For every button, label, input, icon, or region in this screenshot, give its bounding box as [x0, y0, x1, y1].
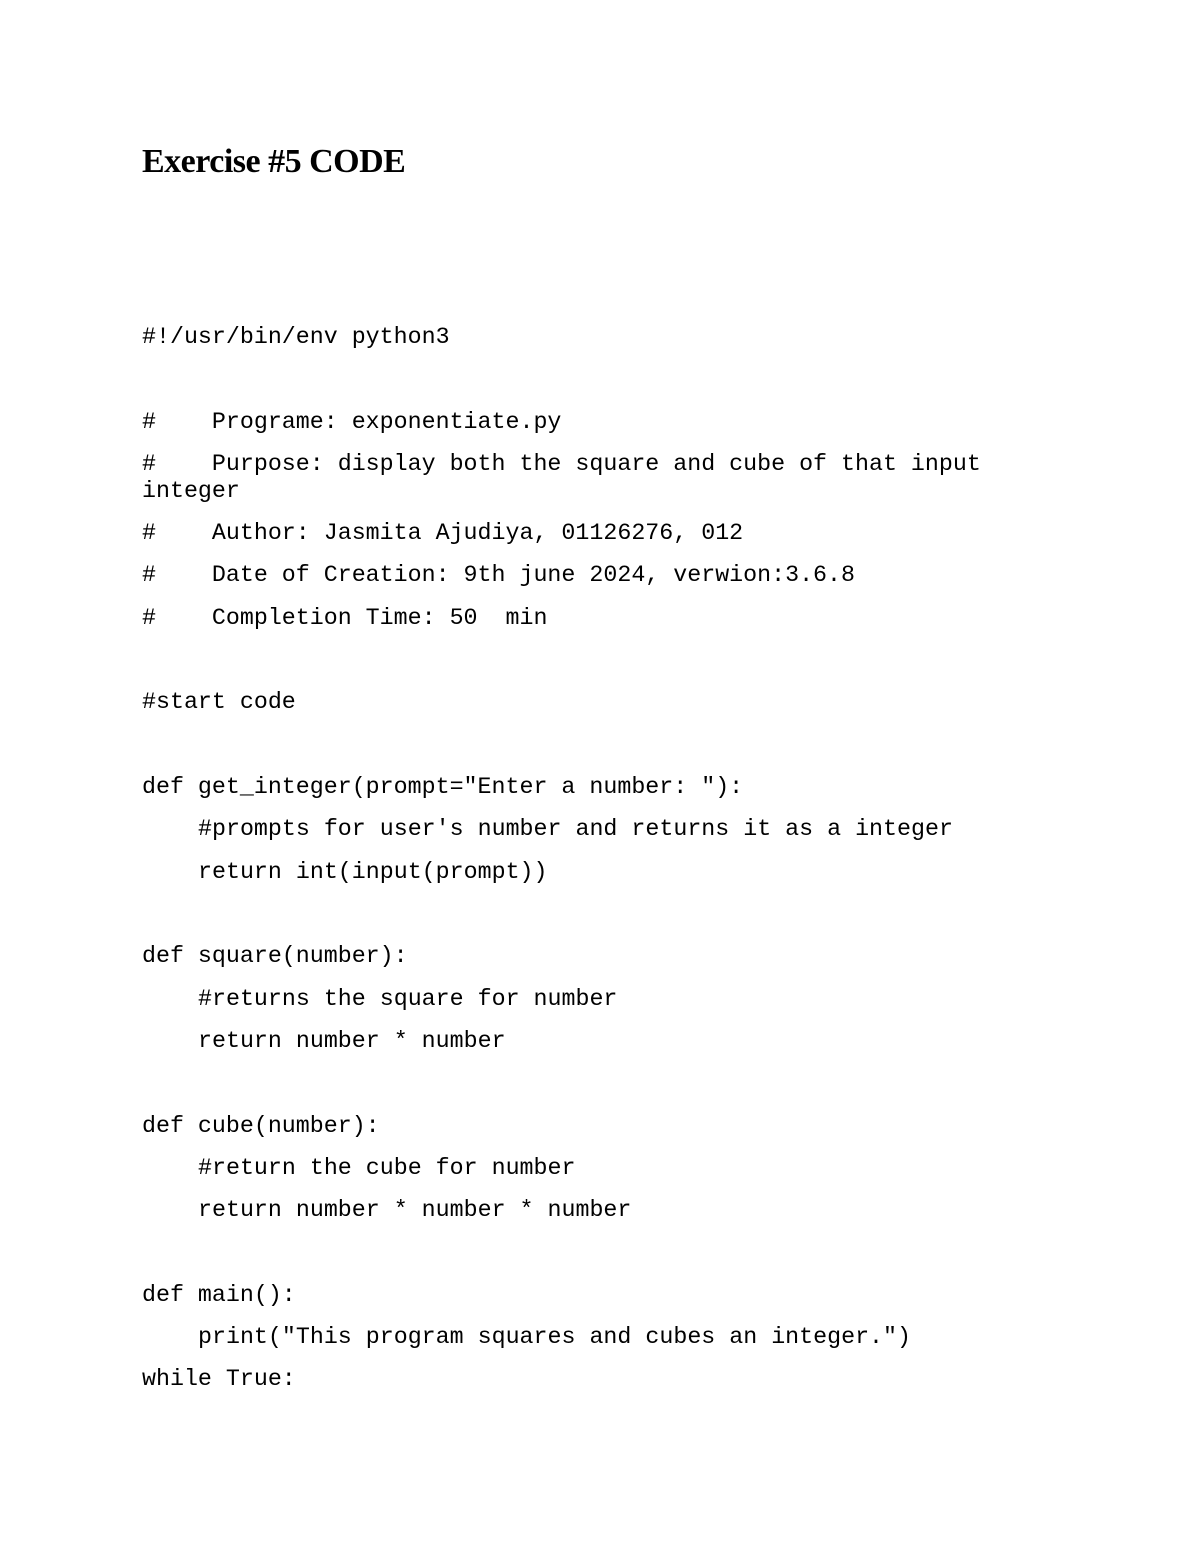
- code-line-square-comment: #returns the square for number: [198, 986, 618, 1012]
- code-line-get-integer-return: return int(input(prompt)): [198, 859, 548, 885]
- page-title: Exercise #5 CODE: [142, 143, 406, 180]
- code-line-square-return: return number * number: [198, 1028, 506, 1054]
- code-line-start-code: #start code: [142, 689, 296, 715]
- code-line-purpose-wrap: integer: [142, 478, 240, 504]
- code-line-author-comment: # Author: Jasmita Ajudiya, 01126276, 012: [142, 520, 744, 546]
- code-line-date-comment: # Date of Creation: 9th june 2024, verwion:3.6.8: [142, 562, 856, 588]
- code-line-main-print: print("This program squares and cubes an integer."): [198, 1324, 912, 1350]
- code-line-cube-return: return number * number * number: [198, 1197, 632, 1223]
- code-line-def-get-integer: def get_integer(prompt="Enter a number: "):: [142, 774, 744, 800]
- code-line-purpose-comment: # Purpose: display both the square and cube of that input: [142, 451, 981, 477]
- code-line-completion-comment: # Completion Time: 50 min: [142, 605, 548, 631]
- code-line-get-integer-comment: #prompts for user's number and returns it as a integer: [198, 816, 953, 842]
- code-line-cube-comment: #return the cube for number: [198, 1155, 576, 1181]
- code-line-def-square: def square(number):: [142, 943, 408, 969]
- code-line-while-true: while True:: [142, 1366, 296, 1392]
- code-line-shebang: #!/usr/bin/env python3: [142, 324, 450, 350]
- code-line-def-main: def main():: [142, 1282, 296, 1308]
- code-line-def-cube: def cube(number):: [142, 1113, 380, 1139]
- code-line-program-comment: # Programe: exponentiate.py: [142, 409, 562, 435]
